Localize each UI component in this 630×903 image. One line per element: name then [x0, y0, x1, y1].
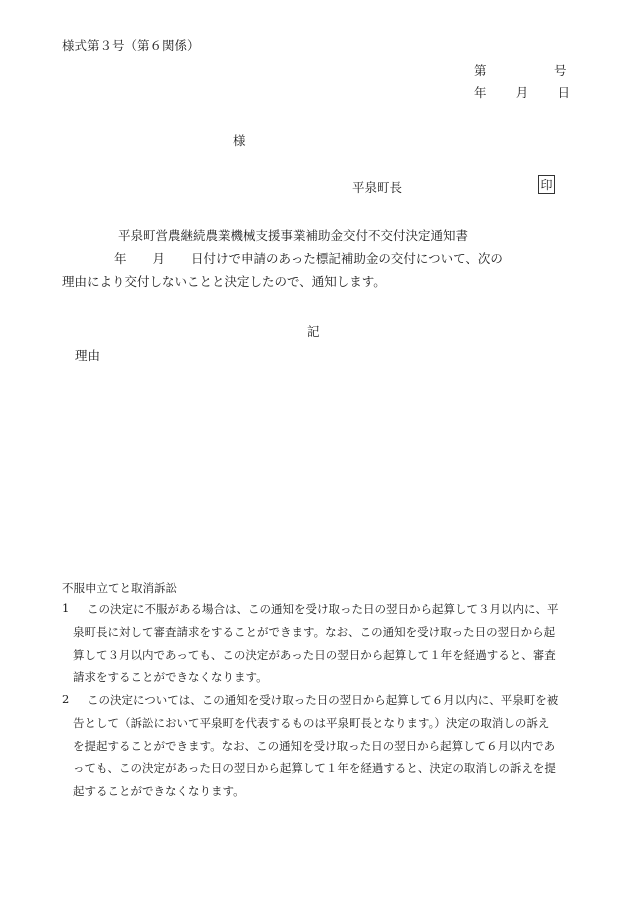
ki-heading: 記: [307, 324, 320, 339]
seal-stamp: 印: [538, 175, 555, 194]
form-number: 様式第３号（第６関係）: [62, 38, 200, 53]
body-year: 年: [114, 251, 127, 266]
appeal-item-number: 1: [62, 601, 70, 615]
body-line-1: [62, 249, 572, 272]
appeal-line: 泉町長に対して審査請求をすることができます。なお、この通知を受け取った日の翌日から起: [73, 624, 556, 639]
issue-date: [474, 83, 570, 101]
body-month: 月: [152, 251, 166, 266]
appeal-line: を提起することができます。なお、この通知を受け取った日の翌日から起算して６月以内であ: [73, 738, 556, 753]
appeal-line: 請求をすることができなくなります。: [73, 670, 268, 685]
reason-label: 理由: [75, 348, 101, 363]
date-month: 月: [515, 85, 529, 100]
appeal-line: 算して３月以内であっても、この決定があった日の翌日から起算して１年を経過すると、審査: [73, 647, 556, 662]
appeal-line: っても、この決定があった日の翌日から起算して１年を経過すると、決定の取消しの訴えを提: [73, 761, 556, 776]
appeal-line: 起することができなくなります。: [73, 784, 245, 799]
appeal-item-2: [62, 692, 570, 806]
body-line-2: 理由により交付しないことと決定したので、通知します。: [62, 274, 386, 289]
appeal-line: この決定に不服がある場合は、この通知を受け取った日の翌日から起算して３月以内に、平: [87, 602, 559, 616]
document-number-suffix: 号: [554, 63, 567, 78]
appeal-line: この決定については、この通知を受け取った日の翌日から起算して６月以内に、平泉町を被: [87, 693, 559, 707]
appeal-line: 告として（訴訟において平泉町を代表するものは平泉町長となります。）決定の取消しの訴え: [73, 715, 550, 730]
appeal-title: 不服申立てと取消訴訟: [62, 581, 177, 595]
date-year: 年: [474, 85, 487, 100]
document-number-prefix: 第: [474, 63, 487, 78]
issuer-title: 平泉町長: [352, 180, 403, 195]
body-text: [62, 249, 572, 295]
appeal-item-1: [62, 601, 570, 692]
date-day: 日: [557, 85, 570, 100]
appeal-item-number: 2: [62, 692, 70, 706]
document-title: 平泉町営農継続農業機械支援事業補助金交付不交付決定通知書: [118, 228, 469, 243]
body-rest: 日付けで申請のあった標記補助金の交付について、次の: [191, 251, 503, 266]
addressee-honorific: 様: [233, 133, 246, 148]
